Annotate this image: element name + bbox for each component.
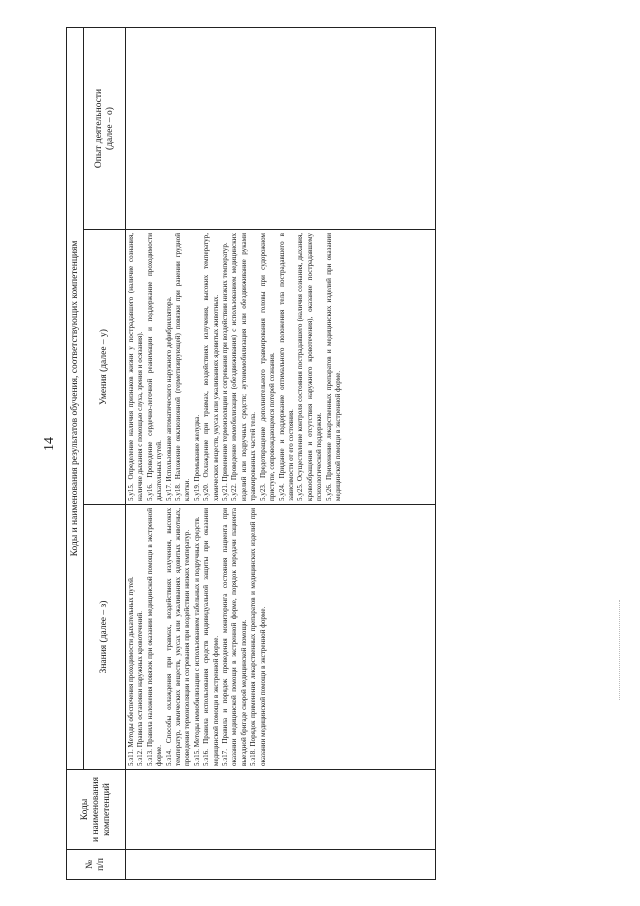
rotated-table-container (66, 28, 436, 880)
knowledge-item: 5.з13. Правила наложения повязок при оказании медицинской помощи в экстренной форме. (145, 508, 164, 766)
cell-knowledge (126, 505, 436, 770)
skill-item: 5.у18. Наложение окклюзионной (герметизирующей) повязки при ранении грудной клетки. (174, 233, 192, 501)
knowledge-item: 5.з14. Способы охлаждения при травмах, воздействиях излучения, высоких температур, химических веществ, укусах или ужаливаниях ядовитых животных, проведения термоизоляции и согревания при воздействии низких температур. (164, 508, 192, 766)
knowledge-item: 5.з18. Порядок применения лекарственных препаратов и медицинских изделий при оказании медицинской помощи в экстренной форме. (249, 508, 267, 766)
cell-number (126, 850, 436, 880)
skill-item: 5.у15. Определение наличия признаков жизни у пострадавшего (наличие сознания, наличие дыхания с помощью слуха, зрения и осязания). (127, 233, 145, 501)
knowledge-item: 5.з15. Методы иммобилизации с использованием табельных и подручных средств. (192, 516, 201, 766)
column-header-knowledge: Знания (далее – з) (84, 505, 126, 770)
column-header-skills: Умения (далее – у) (84, 230, 126, 505)
scan-edge-mark (619, 600, 621, 700)
cell-skills (126, 230, 436, 505)
page-number: 14 (42, 437, 57, 451)
skill-item: 5.у25. Осуществление контроля состояния пострадавшего (наличия сознания, дыхания, кровообращения и отсутствия наружного кровотечения), оказание пострадавшему психологической поддержки. (296, 233, 324, 501)
column-header-codes: Коды и наименования компетенций (67, 770, 126, 850)
skill-item: 5.у20. Охлаждение при травмах, воздействиях излучения, высоких температур, химических веществ, укусах или ужаливаниях ядовитых животных. (202, 233, 220, 501)
skill-item: 5.у17. Использование автоматического наружного дефибриллятора. (164, 296, 173, 501)
skill-item: 5.у22. Проведение иммобилизации (обездвиживания) с использованием медицинских изделий или подручных средств; аутоиммобилизация или обездвиживание руками травмированных частей тела. (230, 233, 258, 501)
skill-item: 5.у23. Предотвращение дополнительного травмирования головы при судорожном приступе, сопровождающемся потерей сознания. (258, 233, 277, 501)
skill-item: 5.у19. Промывание желудка. (192, 414, 201, 501)
skill-item: 5.у16. Проведение сердечно-легочной реанимации и поддержание проходимости дыхательных путей. (145, 233, 164, 501)
knowledge-item: 5.з12. Правила остановки наружных кровотечений. (136, 611, 145, 766)
column-header-experience: Опыт деятельности (далее – о) (84, 27, 126, 229)
cell-experience (126, 27, 436, 229)
knowledge-item: 5.з11. Методы обеспечения проходимости дыхательных путей. (127, 576, 135, 766)
skill-item: 5.у21. Применение термоизоляции и согревания при воздействии низких температур. (221, 242, 230, 501)
table-row (126, 27, 436, 879)
knowledge-item: 5.з16. Правила использования средств индивидуальной защиты при оказании медицинской помощи в экстренной форме. (202, 508, 220, 766)
cell-codes (126, 770, 436, 850)
skill-item: 5.у24. Придание и поддержание оптимального положения тела пострадавшего в зависимости от его состояния. (277, 233, 295, 501)
competencies-table (66, 27, 436, 880)
knowledge-item: 5.з17. Правила и порядок проведения мониторинга состояния пациента при оказании медицинской помощи в экстренной форме, порядок передачи пациента выездной бригаде скорой медицинской помощи. (221, 508, 248, 766)
column-header-number: № п/п (67, 850, 126, 880)
group-header: Коды и наименования результатов обучения, соответствующих компетенциям (67, 27, 84, 769)
skill-item: 5.у26. Применение лекарственных препаратов и медицинских изделий при оказании медицинской помощи в экстренной форме. (324, 233, 342, 501)
